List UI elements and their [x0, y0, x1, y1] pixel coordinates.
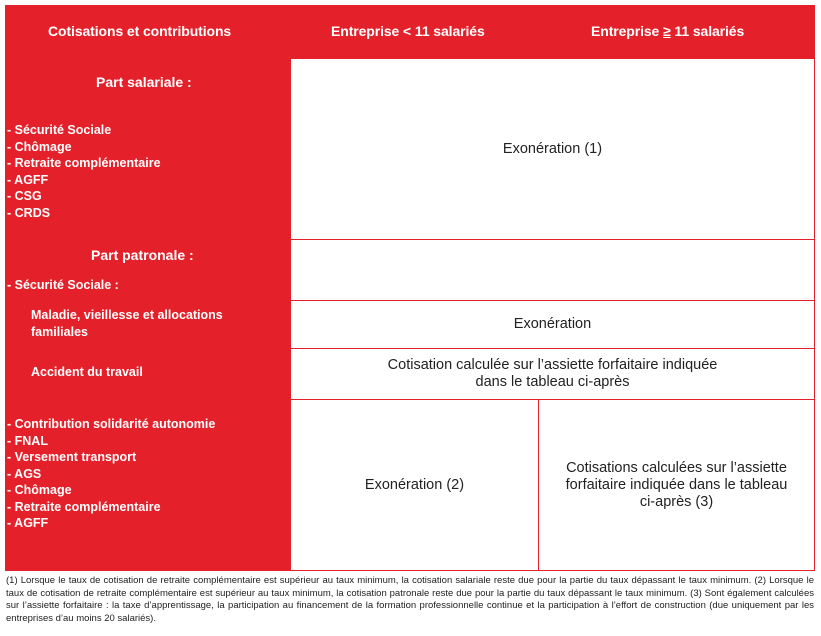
accident-label: Accident du travail — [31, 365, 143, 379]
list-item: - Chômage — [7, 139, 72, 154]
list-item: - CRDS — [7, 205, 51, 220]
header-small-company: Entreprise < 11 salariés — [331, 23, 485, 39]
list-item: - Retraite complémentaire — [7, 499, 161, 514]
list-item: - FNAL — [7, 433, 48, 448]
list-item: - CSG — [7, 189, 42, 203]
list-item: - Versement transport — [7, 450, 137, 464]
others-small-value: Exonération (2) — [364, 476, 465, 493]
list-item: - Retraite complémentaire — [7, 156, 161, 170]
table-header — [5, 5, 815, 58]
list-item: - Contribution solidarité autonomie — [7, 417, 216, 431]
patronale-empty-cell — [290, 239, 815, 301]
others-small-value-cell — [290, 399, 539, 571]
maladie-label: Maladie, vieillesse et allocations familiales — [31, 308, 223, 339]
others-large-value-cell — [538, 399, 815, 571]
salariale-value: Exonération (1) — [502, 140, 603, 157]
list-item: - AGFF — [7, 172, 49, 187]
maladie-value-cell — [290, 300, 815, 349]
others-large-value: Cotisations calculées sur l’assiette forfaitaire indiquée dans le tableau ci-après (3) — [565, 459, 788, 510]
salariale-items — [7, 122, 161, 221]
footnote: (1) Lorsque le taux de cotisation de retraite complémentaire est supérieur au taux minimum, la cotisation salariale reste due pour la partie du taux dépassant le taux minimum. (2) Lorsque le taux de cotisation de retraite complémentaire est supérieur au taux minimum, la cotisation patronale reste due pour la partie du taux dépassant le taux minimum. (3) Sont également calculées sur l’assiette forfaitaire : la taxe d’apprentissage, la participation au financement de la formation professionnelle continue et la participation à l’effort de construction (due uniquement par les entreprises d’au moins 20 salariés). — [6, 575, 814, 624]
list-item: - AGFF — [7, 516, 49, 530]
header-cotisations: Cotisations et contributions — [48, 23, 232, 39]
list-item: - AGS — [7, 466, 42, 481]
maladie-value: Exonération — [513, 316, 592, 332]
accident-value: Cotisation calculée sur l’assiette forfaitaire indiquée dans le tableau ci-après — [387, 357, 718, 390]
header-large-company: Entreprise ≥ 11 salariés — [591, 23, 745, 39]
list-item: - Sécurité Sociale — [7, 123, 112, 137]
salariale-title: Part salariale : — [96, 74, 192, 90]
patronale-secu-title: - Sécurité Sociale : — [7, 278, 119, 292]
values-grid — [290, 58, 815, 571]
salariale-value-cell — [290, 58, 815, 240]
accident-value-cell — [290, 348, 815, 400]
patronale-other-items — [7, 416, 215, 532]
patronale-title: Part patronale : — [91, 247, 194, 263]
list-item: - Chômage — [7, 483, 72, 497]
